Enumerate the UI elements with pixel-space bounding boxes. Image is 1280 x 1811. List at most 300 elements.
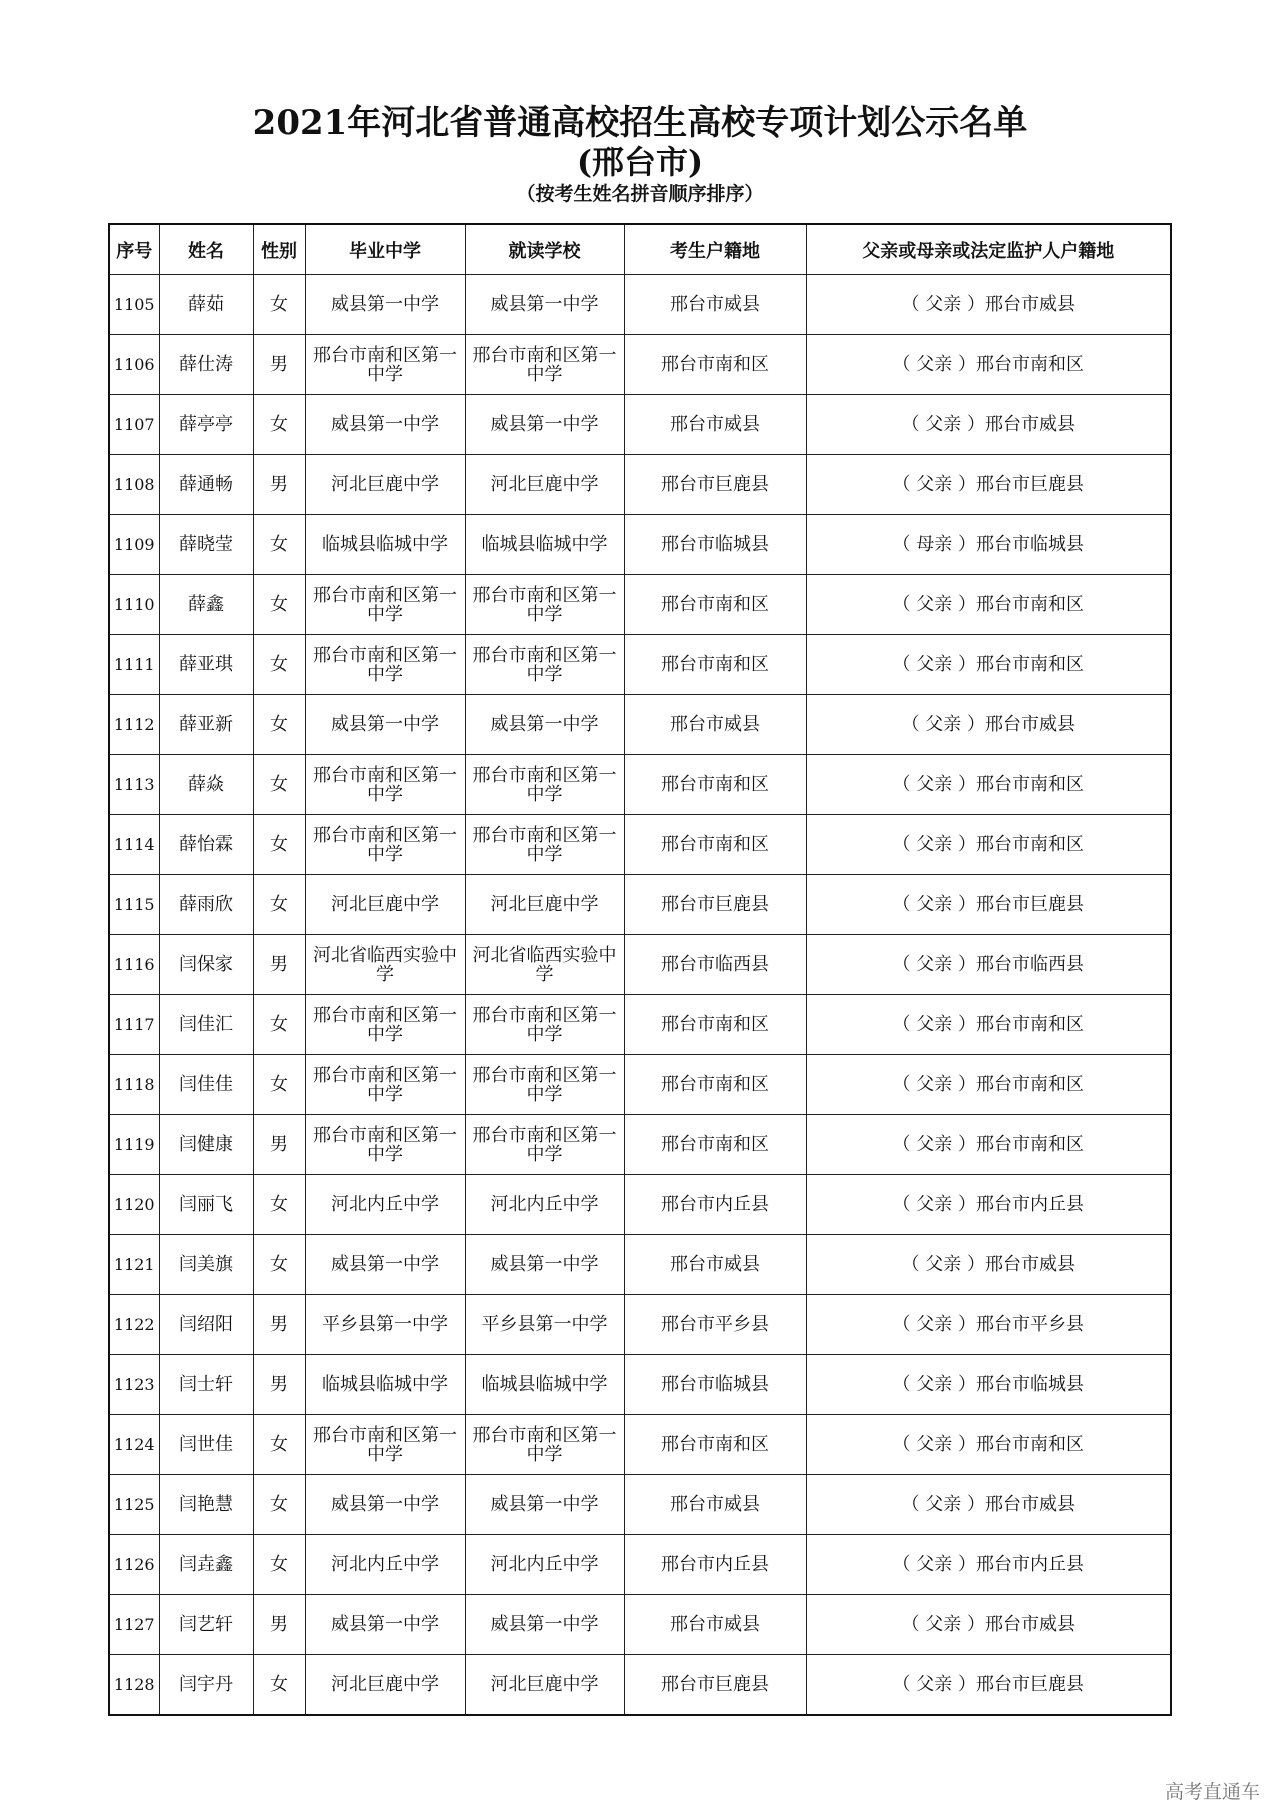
cell-name-text: 闫美旗 bbox=[179, 1254, 233, 1275]
cell-current-school-text: 邢台市南和区第一中学 bbox=[472, 344, 617, 385]
cell-graduation-school bbox=[305, 395, 465, 455]
table-row bbox=[109, 815, 1171, 875]
cell-guardian-hukou-text: （ 父亲 ）邢台市内丘县 bbox=[892, 1194, 1084, 1215]
cell-guardian-hukou bbox=[806, 275, 1171, 335]
table-row bbox=[109, 755, 1171, 815]
cell-current-school-text: 河北内丘中学 bbox=[490, 1194, 599, 1215]
cell-graduation-school-text: 河北省临西实验中学 bbox=[313, 944, 457, 985]
cell-current-school-text: 河北巨鹿中学 bbox=[490, 1674, 599, 1695]
cell-name-text: 薛仕涛 bbox=[179, 354, 233, 375]
watermark-text: 高考直通车 bbox=[1164, 1781, 1260, 1803]
table-row bbox=[109, 1235, 1171, 1295]
cell-gender-text: 女 bbox=[270, 1194, 288, 1215]
cell-student-hukou bbox=[624, 455, 806, 515]
cell-current-school-text: 邢台市南和区第一中学 bbox=[472, 764, 617, 805]
cell-guardian-hukou bbox=[806, 815, 1171, 875]
cell-graduation-school bbox=[305, 1235, 465, 1295]
cell-index-text: 1109 bbox=[113, 535, 155, 554]
cell-guardian-hukou bbox=[806, 1115, 1171, 1175]
cell-index-text: 1128 bbox=[113, 1675, 155, 1694]
cell-student-hukou bbox=[624, 395, 806, 455]
cell-current-school-text: 威县第一中学 bbox=[490, 1614, 599, 1635]
cell-guardian-hukou bbox=[806, 695, 1171, 755]
cell-index-text: 1105 bbox=[113, 295, 155, 314]
document-title: 2021年河北省普通高校招生高校专项计划公示名单 bbox=[252, 103, 1028, 143]
cell-graduation-school-text: 邢台市南和区第一中学 bbox=[313, 1064, 457, 1105]
cell-index-text: 1124 bbox=[113, 1435, 155, 1454]
cell-name bbox=[159, 1355, 253, 1415]
cell-graduation-school bbox=[305, 935, 465, 995]
column-header-current-school: 就读学校 bbox=[465, 224, 624, 275]
cell-gender bbox=[253, 1295, 305, 1355]
cell-index-text: 1112 bbox=[113, 715, 155, 734]
cell-student-hukou-text: 邢台市巨鹿县 bbox=[661, 894, 769, 915]
cell-gender-text: 男 bbox=[270, 474, 288, 495]
table-row bbox=[109, 1355, 1171, 1415]
cell-current-school bbox=[465, 575, 624, 635]
cell-index-text: 1110 bbox=[113, 595, 155, 614]
table-row bbox=[109, 335, 1171, 395]
cell-current-school bbox=[465, 275, 624, 335]
cell-gender-text: 女 bbox=[270, 654, 288, 675]
cell-gender-text: 女 bbox=[270, 894, 288, 915]
cell-guardian-hukou-text: （ 父亲 ）邢台市南和区 bbox=[892, 354, 1084, 375]
cell-student-hukou-text: 邢台市南和区 bbox=[661, 774, 769, 795]
cell-gender-text: 男 bbox=[270, 1314, 288, 1335]
cell-guardian-hukou-text: （ 父亲 ）邢台市威县 bbox=[901, 414, 1075, 435]
cell-current-school bbox=[465, 755, 624, 815]
cell-current-school-text: 邢台市南和区第一中学 bbox=[472, 824, 617, 865]
cell-gender bbox=[253, 1235, 305, 1295]
cell-gender bbox=[253, 1175, 305, 1235]
admission-roster-table bbox=[108, 223, 1172, 1716]
cell-student-hukou-text: 邢台市南和区 bbox=[661, 1434, 769, 1455]
cell-gender bbox=[253, 1115, 305, 1175]
column-header-guardian-hukou: 父亲或母亲或法定监护人户籍地 bbox=[806, 224, 1171, 275]
cell-index-text: 1113 bbox=[113, 775, 155, 794]
table-header-row bbox=[109, 224, 1171, 275]
cell-graduation-school bbox=[305, 1415, 465, 1475]
cell-name bbox=[159, 1655, 253, 1716]
cell-index-text: 1115 bbox=[113, 895, 155, 914]
cell-name bbox=[159, 275, 253, 335]
cell-student-hukou-text: 邢台市巨鹿县 bbox=[661, 1674, 769, 1695]
cell-guardian-hukou bbox=[806, 1295, 1171, 1355]
cell-name-text: 闫宇丹 bbox=[179, 1674, 233, 1695]
cell-graduation-school-text: 威县第一中学 bbox=[331, 294, 439, 315]
cell-graduation-school bbox=[305, 1295, 465, 1355]
cell-gender-text: 女 bbox=[270, 774, 288, 795]
cell-guardian-hukou bbox=[806, 1415, 1171, 1475]
cell-gender bbox=[253, 1535, 305, 1595]
cell-guardian-hukou bbox=[806, 1655, 1171, 1716]
cell-student-hukou bbox=[624, 1175, 806, 1235]
cell-name-text: 闫士轩 bbox=[179, 1374, 233, 1395]
sort-order-note: （按考生姓名拼音顺序排序） bbox=[516, 183, 764, 205]
cell-current-school-text: 威县第一中学 bbox=[490, 1254, 599, 1275]
cell-index-text: 1107 bbox=[113, 415, 155, 434]
cell-gender bbox=[253, 695, 305, 755]
cell-current-school bbox=[465, 635, 624, 695]
cell-guardian-hukou bbox=[806, 1055, 1171, 1115]
cell-index bbox=[109, 455, 159, 515]
cell-index bbox=[109, 335, 159, 395]
cell-gender bbox=[253, 995, 305, 1055]
cell-name bbox=[159, 695, 253, 755]
cell-graduation-school bbox=[305, 335, 465, 395]
cell-name-text: 薛亚新 bbox=[179, 714, 233, 735]
cell-current-school-text: 邢台市南和区第一中学 bbox=[472, 644, 617, 685]
cell-guardian-hukou-text: （ 父亲 ）邢台市南和区 bbox=[892, 834, 1084, 855]
cell-current-school-text: 临城县临城中学 bbox=[481, 534, 608, 555]
cell-name bbox=[159, 755, 253, 815]
table-row bbox=[109, 1595, 1171, 1655]
cell-gender-text: 男 bbox=[270, 1374, 288, 1395]
cell-current-school bbox=[465, 1235, 624, 1295]
table-row bbox=[109, 875, 1171, 935]
cell-student-hukou-text: 邢台市威县 bbox=[670, 414, 760, 435]
cell-graduation-school bbox=[305, 755, 465, 815]
cell-index bbox=[109, 1235, 159, 1295]
cell-student-hukou-text: 邢台市临城县 bbox=[661, 534, 769, 555]
cell-graduation-school bbox=[305, 695, 465, 755]
cell-guardian-hukou-text: （ 父亲 ）邢台市巨鹿县 bbox=[892, 1674, 1084, 1695]
cell-guardian-hukou-text: （ 父亲 ）邢台市威县 bbox=[901, 294, 1075, 315]
cell-index bbox=[109, 1655, 159, 1716]
cell-name-text: 薛晓莹 bbox=[179, 534, 233, 555]
cell-index bbox=[109, 1175, 159, 1235]
cell-graduation-school-text: 河北巨鹿中学 bbox=[331, 474, 439, 495]
cell-current-school-text: 平乡县第一中学 bbox=[481, 1314, 608, 1335]
cell-gender-text: 男 bbox=[270, 354, 288, 375]
cell-guardian-hukou-text: （ 父亲 ）邢台市威县 bbox=[901, 714, 1075, 735]
cell-current-school bbox=[465, 395, 624, 455]
cell-gender-text: 女 bbox=[270, 1494, 288, 1515]
cell-student-hukou bbox=[624, 1475, 806, 1535]
table-row bbox=[109, 995, 1171, 1055]
cell-student-hukou bbox=[624, 755, 806, 815]
cell-name bbox=[159, 515, 253, 575]
cell-name bbox=[159, 635, 253, 695]
cell-index-text: 1106 bbox=[113, 355, 155, 374]
cell-gender-text: 女 bbox=[270, 1254, 288, 1275]
cell-guardian-hukou bbox=[806, 335, 1171, 395]
cell-student-hukou-text: 邢台市南和区 bbox=[661, 594, 769, 615]
cell-gender bbox=[253, 335, 305, 395]
cell-gender-text: 男 bbox=[270, 1134, 288, 1155]
cell-gender-text: 女 bbox=[270, 1434, 288, 1455]
cell-name-text: 闫垚鑫 bbox=[179, 1554, 233, 1575]
cell-current-school bbox=[465, 1055, 624, 1115]
cell-index bbox=[109, 1355, 159, 1415]
cell-index-text: 1121 bbox=[113, 1255, 155, 1274]
cell-current-school-text: 邢台市南和区第一中学 bbox=[472, 1124, 617, 1165]
cell-index-text: 1122 bbox=[113, 1315, 155, 1334]
column-header-student-hukou: 考生户籍地 bbox=[624, 224, 806, 275]
cell-gender-text: 女 bbox=[270, 1014, 288, 1035]
cell-student-hukou bbox=[624, 1655, 806, 1716]
cell-guardian-hukou-text: （ 父亲 ）邢台市临西县 bbox=[892, 954, 1084, 975]
cell-current-school bbox=[465, 995, 624, 1055]
cell-current-school-text: 威县第一中学 bbox=[490, 714, 599, 735]
table-row bbox=[109, 515, 1171, 575]
cell-gender bbox=[253, 875, 305, 935]
cell-index-text: 1126 bbox=[113, 1555, 155, 1574]
cell-graduation-school-text: 邢台市南和区第一中学 bbox=[313, 1124, 457, 1165]
cell-name-text: 薛亭亭 bbox=[179, 414, 233, 435]
cell-graduation-school-text: 邢台市南和区第一中学 bbox=[313, 584, 457, 625]
cell-guardian-hukou-text: （ 父亲 ）邢台市内丘县 bbox=[892, 1554, 1084, 1575]
cell-guardian-hukou bbox=[806, 875, 1171, 935]
cell-student-hukou-text: 邢台市威县 bbox=[670, 714, 760, 735]
cell-current-school bbox=[465, 1655, 624, 1716]
cell-index bbox=[109, 935, 159, 995]
cell-student-hukou bbox=[624, 515, 806, 575]
cell-name-text: 闫保家 bbox=[179, 954, 233, 975]
cell-graduation-school-text: 邢台市南和区第一中学 bbox=[313, 824, 457, 865]
cell-guardian-hukou bbox=[806, 1595, 1171, 1655]
cell-index bbox=[109, 1535, 159, 1595]
cell-gender bbox=[253, 1655, 305, 1716]
cell-gender-text: 女 bbox=[270, 594, 288, 615]
cell-current-school-text: 河北巨鹿中学 bbox=[490, 894, 599, 915]
cell-guardian-hukou bbox=[806, 455, 1171, 515]
cell-guardian-hukou-text: （ 父亲 ）邢台市巨鹿县 bbox=[892, 894, 1084, 915]
cell-gender bbox=[253, 635, 305, 695]
cell-student-hukou bbox=[624, 1115, 806, 1175]
cell-name-text: 闫艳慧 bbox=[179, 1494, 233, 1515]
cell-guardian-hukou-text: （ 父亲 ）邢台市威县 bbox=[901, 1494, 1075, 1515]
cell-graduation-school bbox=[305, 275, 465, 335]
cell-graduation-school-text: 河北巨鹿中学 bbox=[331, 894, 439, 915]
cell-student-hukou bbox=[624, 1535, 806, 1595]
cell-index-text: 1125 bbox=[113, 1495, 155, 1514]
table-row bbox=[109, 695, 1171, 755]
cell-graduation-school bbox=[305, 1595, 465, 1655]
cell-student-hukou bbox=[624, 1595, 806, 1655]
cell-current-school bbox=[465, 935, 624, 995]
cell-current-school-text: 威县第一中学 bbox=[490, 294, 599, 315]
table-row bbox=[109, 575, 1171, 635]
column-header-graduation-school: 毕业中学 bbox=[305, 224, 465, 275]
column-header-index: 序号 bbox=[109, 224, 159, 275]
cell-index-text: 1123 bbox=[113, 1375, 155, 1394]
cell-name-text: 闫佳佳 bbox=[179, 1074, 233, 1095]
cell-graduation-school-text: 威县第一中学 bbox=[331, 714, 439, 735]
cell-current-school bbox=[465, 875, 624, 935]
cell-current-school-text: 邢台市南和区第一中学 bbox=[472, 584, 617, 625]
cell-index bbox=[109, 1115, 159, 1175]
cell-graduation-school bbox=[305, 1535, 465, 1595]
cell-student-hukou-text: 邢台市南和区 bbox=[661, 1074, 769, 1095]
cell-gender bbox=[253, 1355, 305, 1415]
cell-current-school bbox=[465, 1355, 624, 1415]
table-row bbox=[109, 275, 1171, 335]
cell-current-school bbox=[465, 815, 624, 875]
cell-name bbox=[159, 335, 253, 395]
cell-guardian-hukou-text: （ 父亲 ）邢台市南和区 bbox=[892, 1134, 1084, 1155]
cell-current-school-text: 邢台市南和区第一中学 bbox=[472, 1004, 617, 1045]
cell-student-hukou-text: 邢台市内丘县 bbox=[661, 1194, 769, 1215]
cell-graduation-school bbox=[305, 1055, 465, 1115]
cell-student-hukou-text: 邢台市南和区 bbox=[661, 354, 769, 375]
cell-graduation-school-text: 河北内丘中学 bbox=[331, 1554, 439, 1575]
cell-student-hukou-text: 邢台市平乡县 bbox=[661, 1314, 769, 1335]
cell-current-school bbox=[465, 455, 624, 515]
cell-current-school-text: 临城县临城中学 bbox=[481, 1374, 608, 1395]
cell-graduation-school bbox=[305, 515, 465, 575]
cell-current-school-text: 河北内丘中学 bbox=[490, 1554, 599, 1575]
cell-name-text: 闫丽飞 bbox=[179, 1194, 233, 1215]
cell-student-hukou bbox=[624, 575, 806, 635]
cell-gender-text: 女 bbox=[270, 834, 288, 855]
cell-index-text: 1118 bbox=[113, 1075, 155, 1094]
cell-graduation-school-text: 威县第一中学 bbox=[331, 414, 439, 435]
cell-gender bbox=[253, 1595, 305, 1655]
cell-student-hukou-text: 邢台市南和区 bbox=[661, 1134, 769, 1155]
cell-index-text: 1108 bbox=[113, 475, 155, 494]
cell-gender bbox=[253, 455, 305, 515]
cell-student-hukou bbox=[624, 815, 806, 875]
cell-student-hukou bbox=[624, 335, 806, 395]
cell-gender-text: 女 bbox=[270, 1674, 288, 1695]
cell-graduation-school-text: 邢台市南和区第一中学 bbox=[313, 1004, 457, 1045]
cell-guardian-hukou bbox=[806, 575, 1171, 635]
cell-gender-text: 女 bbox=[270, 714, 288, 735]
cell-student-hukou-text: 邢台市临城县 bbox=[661, 1374, 769, 1395]
cell-current-school-text: 威县第一中学 bbox=[490, 414, 599, 435]
cell-current-school-text: 河北巨鹿中学 bbox=[490, 474, 599, 495]
cell-name bbox=[159, 1115, 253, 1175]
cell-guardian-hukou-text: （ 父亲 ）邢台市临城县 bbox=[892, 1374, 1084, 1395]
cell-graduation-school-text: 邢台市南和区第一中学 bbox=[313, 1424, 457, 1465]
cell-student-hukou bbox=[624, 275, 806, 335]
cell-gender bbox=[253, 275, 305, 335]
cell-student-hukou bbox=[624, 1415, 806, 1475]
cell-guardian-hukou bbox=[806, 1475, 1171, 1535]
cell-name bbox=[159, 395, 253, 455]
cell-guardian-hukou bbox=[806, 935, 1171, 995]
cell-gender bbox=[253, 1415, 305, 1475]
cell-guardian-hukou bbox=[806, 1235, 1171, 1295]
cell-guardian-hukou-text: （ 父亲 ）邢台市南和区 bbox=[892, 594, 1084, 615]
cell-index bbox=[109, 1295, 159, 1355]
cell-guardian-hukou-text: （ 母亲 ）邢台市临城县 bbox=[892, 534, 1084, 555]
cell-student-hukou-text: 邢台市临西县 bbox=[661, 954, 769, 975]
cell-name-text: 薛焱 bbox=[188, 774, 224, 795]
cell-graduation-school bbox=[305, 995, 465, 1055]
cell-index bbox=[109, 395, 159, 455]
cell-student-hukou bbox=[624, 875, 806, 935]
cell-graduation-school-text: 威县第一中学 bbox=[331, 1494, 439, 1515]
table-row bbox=[109, 1115, 1171, 1175]
cell-name-text: 闫健康 bbox=[179, 1134, 233, 1155]
cell-index-text: 1120 bbox=[113, 1195, 155, 1214]
cell-student-hukou-text: 邢台市威县 bbox=[670, 294, 760, 315]
cell-gender bbox=[253, 1055, 305, 1115]
cell-gender-text: 女 bbox=[270, 534, 288, 555]
cell-guardian-hukou bbox=[806, 1355, 1171, 1415]
cell-name bbox=[159, 1175, 253, 1235]
cell-index-text: 1127 bbox=[113, 1615, 155, 1634]
cell-graduation-school-text: 平乡县第一中学 bbox=[322, 1314, 448, 1335]
cell-student-hukou-text: 邢台市威县 bbox=[670, 1614, 760, 1635]
cell-index bbox=[109, 815, 159, 875]
cell-gender bbox=[253, 515, 305, 575]
cell-name-text: 闫艺轩 bbox=[179, 1614, 233, 1635]
cell-index-text: 1117 bbox=[113, 1015, 155, 1034]
cell-current-school bbox=[465, 1595, 624, 1655]
cell-guardian-hukou-text: （ 父亲 ）邢台市巨鹿县 bbox=[892, 474, 1084, 495]
cell-name bbox=[159, 815, 253, 875]
cell-name bbox=[159, 1055, 253, 1115]
cell-name-text: 薛鑫 bbox=[188, 594, 224, 615]
table-row bbox=[109, 1295, 1171, 1355]
column-header-name: 姓名 bbox=[159, 224, 253, 275]
cell-index bbox=[109, 755, 159, 815]
cell-graduation-school bbox=[305, 1655, 465, 1716]
cell-name bbox=[159, 575, 253, 635]
cell-current-school-text: 邢台市南和区第一中学 bbox=[472, 1424, 617, 1465]
cell-gender bbox=[253, 575, 305, 635]
cell-name bbox=[159, 1235, 253, 1295]
cell-name bbox=[159, 1475, 253, 1535]
cell-name-text: 薛雨欣 bbox=[179, 894, 233, 915]
cell-graduation-school-text: 威县第一中学 bbox=[331, 1614, 439, 1635]
cell-student-hukou bbox=[624, 1235, 806, 1295]
cell-student-hukou bbox=[624, 1295, 806, 1355]
cell-gender bbox=[253, 935, 305, 995]
cell-graduation-school-text: 威县第一中学 bbox=[331, 1254, 439, 1275]
cell-index bbox=[109, 635, 159, 695]
table-row bbox=[109, 1415, 1171, 1475]
cell-name bbox=[159, 455, 253, 515]
cell-guardian-hukou-text: （ 父亲 ）邢台市南和区 bbox=[892, 654, 1084, 675]
cell-student-hukou bbox=[624, 995, 806, 1055]
cell-gender-text: 女 bbox=[270, 294, 288, 315]
cell-name-text: 闫世佳 bbox=[179, 1434, 233, 1455]
cell-gender-text: 女 bbox=[270, 414, 288, 435]
table-row bbox=[109, 395, 1171, 455]
cell-graduation-school bbox=[305, 575, 465, 635]
cell-student-hukou-text: 邢台市内丘县 bbox=[661, 1554, 769, 1575]
cell-name-text: 薛怡霖 bbox=[179, 834, 233, 855]
cell-index-text: 1114 bbox=[113, 835, 155, 854]
table-row bbox=[109, 1655, 1171, 1716]
cell-index-text: 1111 bbox=[113, 655, 155, 674]
cell-graduation-school-text: 河北巨鹿中学 bbox=[331, 1674, 439, 1695]
table-row bbox=[109, 635, 1171, 695]
table-body bbox=[109, 275, 1171, 1716]
cell-current-school bbox=[465, 1415, 624, 1475]
cell-current-school-text: 河北省临西实验中学 bbox=[472, 944, 617, 985]
cell-name bbox=[159, 1295, 253, 1355]
cell-guardian-hukou bbox=[806, 635, 1171, 695]
cell-name bbox=[159, 875, 253, 935]
cell-gender-text: 男 bbox=[270, 1614, 288, 1635]
cell-graduation-school-text: 临城县临城中学 bbox=[322, 1374, 448, 1395]
cell-current-school bbox=[465, 1175, 624, 1235]
cell-graduation-school bbox=[305, 1115, 465, 1175]
cell-student-hukou-text: 邢台市威县 bbox=[670, 1494, 760, 1515]
cell-guardian-hukou-text: （ 父亲 ）邢台市南和区 bbox=[892, 774, 1084, 795]
cell-index bbox=[109, 1055, 159, 1115]
cell-graduation-school bbox=[305, 1175, 465, 1235]
cell-graduation-school-text: 河北内丘中学 bbox=[331, 1194, 439, 1215]
cell-guardian-hukou bbox=[806, 995, 1171, 1055]
cell-name-text: 闫绍阳 bbox=[179, 1314, 233, 1335]
cell-guardian-hukou bbox=[806, 1535, 1171, 1595]
